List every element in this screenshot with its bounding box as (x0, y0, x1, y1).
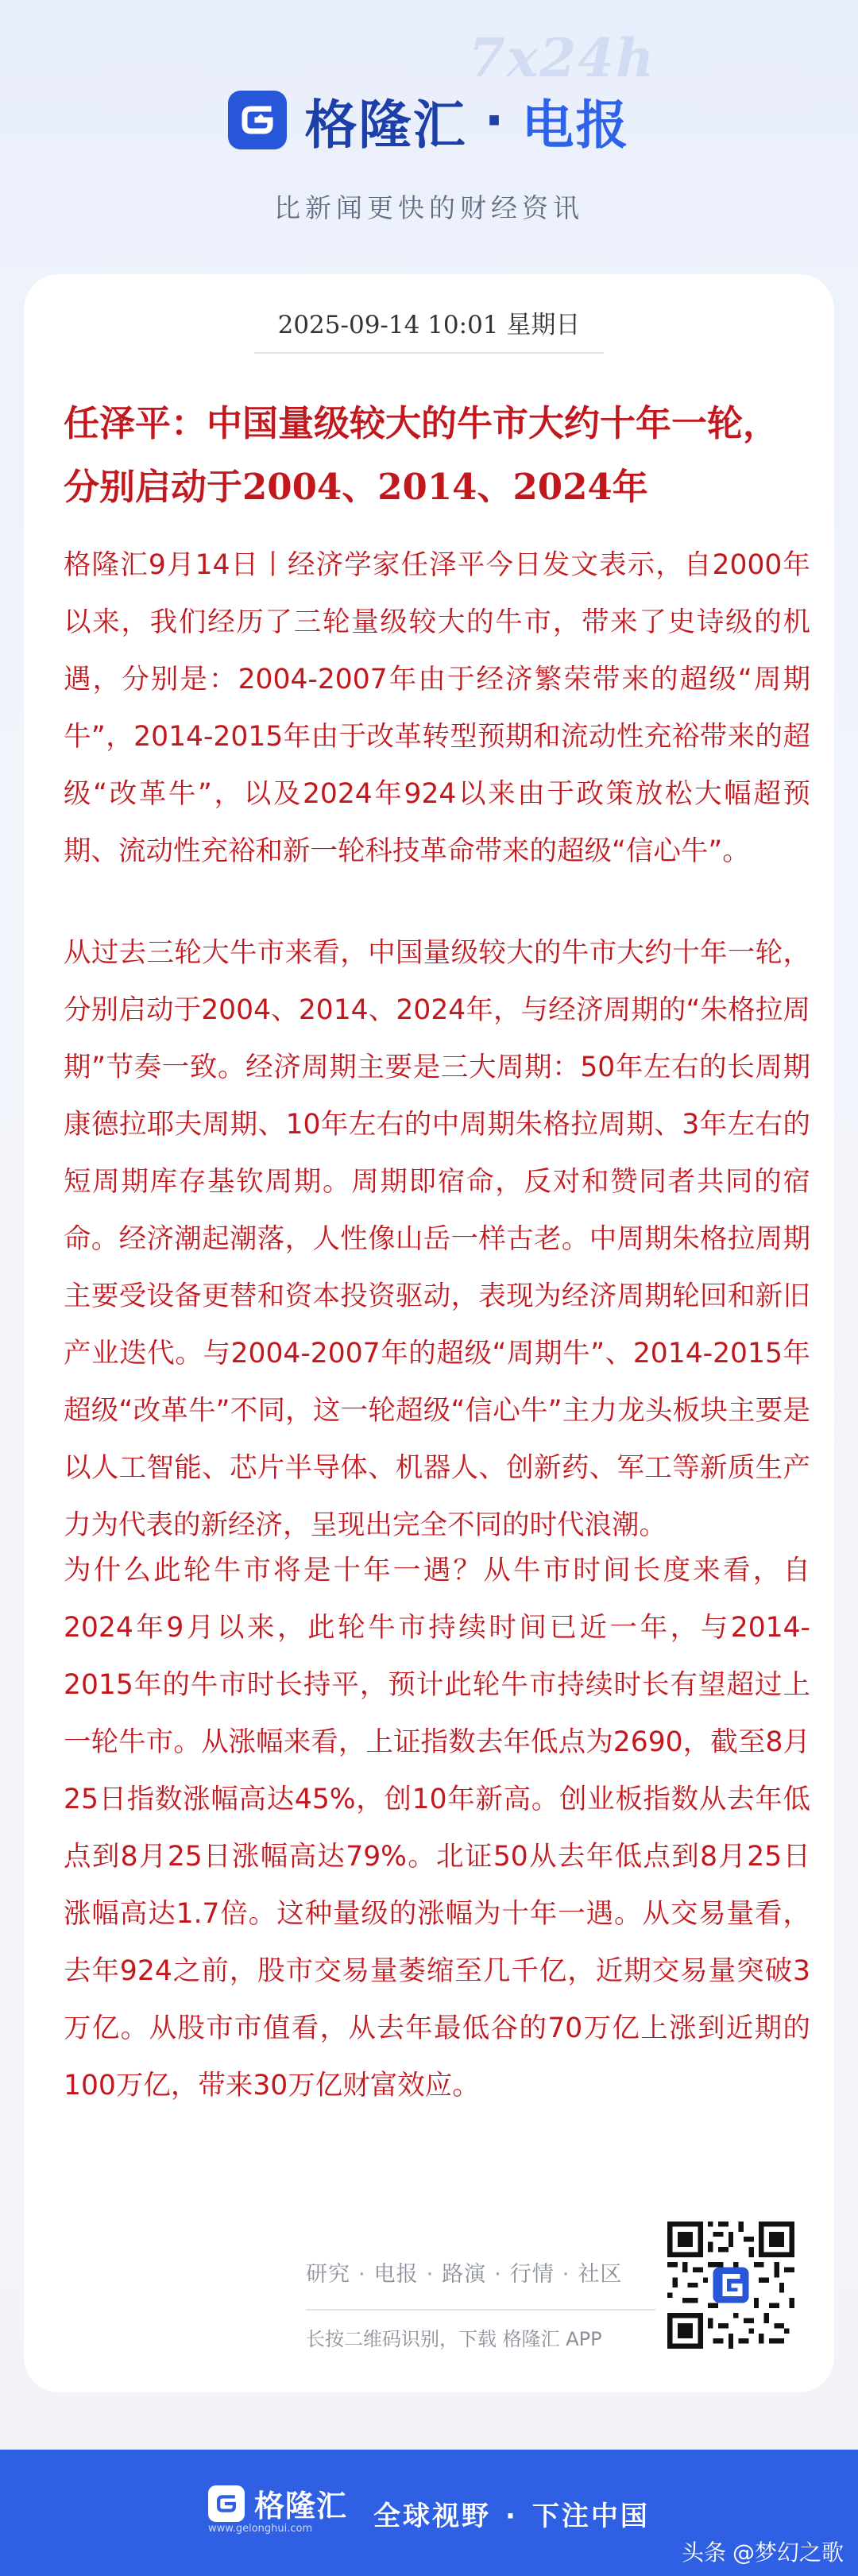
banner-logo-icon (208, 2485, 245, 2522)
footer-link-community[interactable]: 社区 (578, 2262, 623, 2287)
footer-separator: · (562, 2262, 570, 2287)
article-title: 任泽平：中国量级较大的牛市大约十年一轮，分别启动于2004、2014、2024年 (64, 402, 779, 508)
article-paragraph: 为什么此轮牛市将是十年一遇？从牛市时间长度来看，自2024年9月以来，此轮牛市持续时间已近一年，与2014-2015年的牛市时长持平，预计此轮牛市持续时长有望超过上一轮牛市。从涨幅来看，上证指数去年低点为2690，截至8月25日指数涨幅高达45%，创10年新高。创业板指数从去年低点到8月25日涨幅高达79%。北证50从去年低点到8月25日涨幅高达1.7倍。这种量级的涨幅为十年一遇。从交易量看，去年924之前，股市交易量萎缩至几千亿，近期交易量突破3万亿。从股市市值看，从去年最低谷的70万亿上涨到近期的100万亿，带来30万亿财富效应。 (64, 1555, 810, 2101)
footer-link-telegraph[interactable]: 电报 (373, 2262, 419, 2287)
footer-link-market[interactable]: 行情 (509, 2262, 555, 2287)
banner-slogan-left: 全球视野 (373, 2500, 491, 2532)
banner-brand (208, 2481, 347, 2525)
author-name: @梦幻之歌 (732, 2539, 844, 2566)
banner-brand-name: 格隆汇 (254, 2489, 348, 2524)
brand-name: 格隆汇 (304, 94, 467, 156)
brand-dot: · (484, 89, 504, 151)
footer-link-research[interactable]: 研究 (306, 2262, 350, 2287)
brand-header (0, 84, 858, 156)
footer-separator: · (358, 2262, 366, 2287)
banner-brand-url: www.gelonghui.com (208, 2523, 313, 2535)
header-slogan: 比新闻更快的财经资讯 (274, 192, 584, 223)
author-watermark (682, 2535, 844, 2567)
article-paragraph: 格隆汇9月14日丨经济学家任泽平今日发文表示，自2000年以来，我们经历了三轮量级较大的牛市，带来了史诗级的机遇，分别是：2004-2007年由于经济繁荣带来的超级“周期牛”，2014-2015年由于改革转型预期和流动性充裕带来的超级“改革牛”，以及2024年924以来由于政策放松大幅超预期、流动性充裕和新一轮科技革命带来的超级“信心牛”。 (64, 549, 810, 867)
banner-slogan-right: 下注中国 (531, 2500, 650, 2532)
article-card (24, 274, 834, 2392)
footer-link-roadshow[interactable]: 路演 (442, 2262, 487, 2287)
datetime-divider (254, 352, 604, 354)
banner-slogan-dot: · (505, 2500, 518, 2532)
gelonghui-logo-icon (228, 91, 287, 149)
footer-separator: · (426, 2262, 435, 2287)
article-paragraph: 从过去三轮大牛市来看，中国量级较大的牛市大约十年一轮，分别启动于2004、2014、2024年，与经济周期的“朱格拉周期”节奏一致。经济周期主要是三大周期：50年左右的长周期康德拉耶夫周期、10年左右的中周期朱格拉周期、3年左右的短周期库存基钦周期。周期即宿命，反对和赞同者共同的宿命。经济潮起潮落，人性像山岳一样古老。中周期朱格拉周期主要受设备更替和资本投资驱动，表现为经济周期轮回和新旧产业迭代。与2004-2007年的超级“周期牛”、2014-2015年超级“改革牛”不同，这一轮超级“信心牛”主力龙头板块主要是以人工智能、芯片半导体、机器人、创新药、军工等新质生产力为代表的新经济，呈现出完全不同的时代浪潮。 (64, 937, 810, 1541)
header-watermark: 7x24h (469, 27, 656, 89)
brand-channel: 电报 (521, 94, 630, 156)
footer-nav-links (306, 2256, 622, 2287)
footer-divider (306, 2309, 655, 2311)
platform-name: 头条 (682, 2539, 727, 2566)
article-datetime: 2025-09-14 10:01 星期日 (277, 311, 581, 339)
qr-hint: 长按二维码识别，下载 格隆汇 APP (306, 2328, 602, 2350)
banner-slogan (373, 2494, 650, 2533)
footer-separator: · (494, 2262, 502, 2287)
qr-code-icon[interactable] (667, 2222, 794, 2349)
